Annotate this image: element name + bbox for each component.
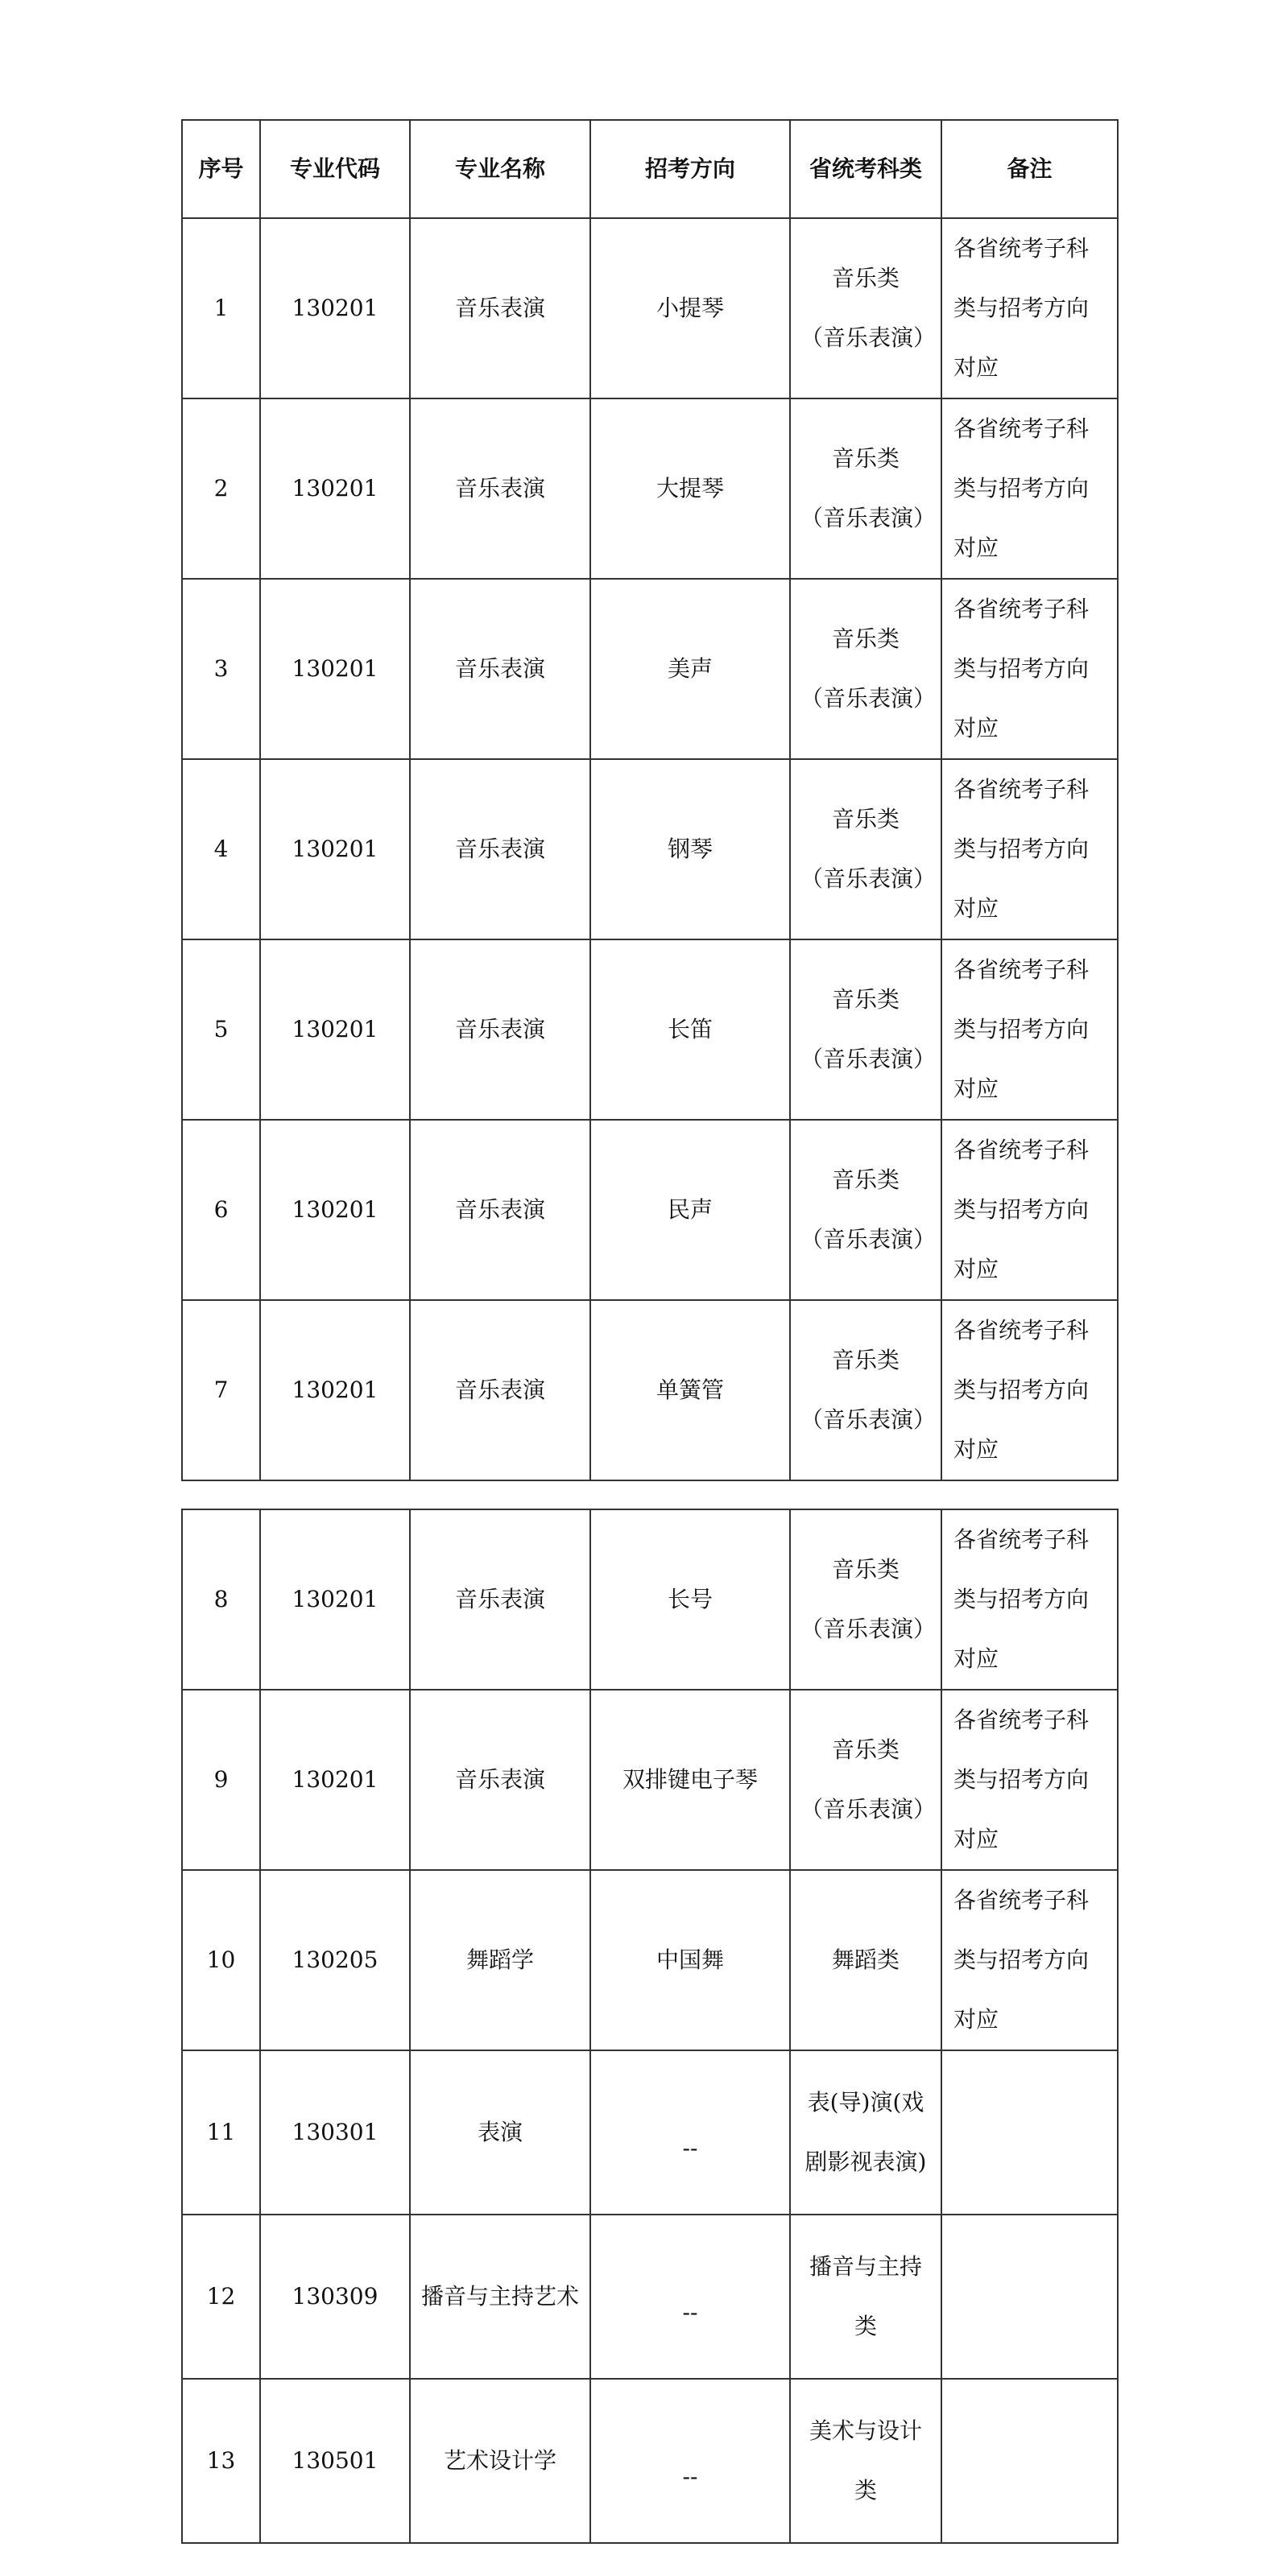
header-no: 序号 [182,120,260,218]
cell-remark: 各省统考子科类与招考方向对应 [941,1120,1118,1300]
category-line-1: 音乐类 [831,445,900,472]
cell-remark: 各省统考子科类与招考方向对应 [941,939,1118,1120]
cell-code: 130201 [260,218,410,398]
cell-remark: 各省统考子科类与招考方向对应 [941,759,1118,939]
cell-direction: 双排键电子琴 [590,1690,790,1870]
admission-table-part-1 [181,119,1119,1481]
table-row [182,579,1118,759]
table-row [182,398,1118,579]
table-row [182,1300,1118,1480]
cell-remark: 各省统考子科类与招考方向对应 [941,1870,1118,2050]
cell-no: 13 [182,2379,260,2543]
cell-no: 7 [182,1300,260,1480]
cell-remark: 各省统考子科类与招考方向对应 [941,1509,1118,1690]
cell-name: 音乐表演 [410,1509,590,1690]
table-row [182,759,1118,939]
cell-no: 5 [182,939,260,1120]
table-row [182,2050,1118,2215]
table-row [182,1870,1118,2050]
cell-category: 美术与设计类 [790,2379,941,2543]
cell-direction: 长笛 [590,939,790,1120]
header-name: 专业名称 [410,120,590,218]
cell-code: 130201 [260,759,410,939]
cell-category [790,759,941,939]
cell-code: 130205 [260,1870,410,2050]
cell-remark: 各省统考子科类与招考方向对应 [941,398,1118,579]
cell-name: 音乐表演 [410,579,590,759]
cell-category [790,1120,941,1300]
cell-code: 130309 [260,2215,410,2379]
cell-no: 9 [182,1690,260,1870]
category-line-2: （音乐表演） [800,324,937,351]
header-direction: 招考方向 [590,120,790,218]
cell-category [790,939,941,1120]
cell-direction: 美声 [590,579,790,759]
cell-remark [941,2050,1118,2215]
cell-code: 130201 [260,398,410,579]
cell-code: 130201 [260,1120,410,1300]
cell-no: 8 [182,1509,260,1690]
cell-direction: 中国舞 [590,1870,790,2050]
cell-direction: -- [590,2215,790,2379]
table-row [182,1690,1118,1870]
cell-name: 音乐表演 [410,759,590,939]
cell-name: 音乐表演 [410,1690,590,1870]
cell-direction: 大提琴 [590,398,790,579]
category-line-2: （音乐表演） [800,1796,937,1823]
admission-table-part-2 [181,1509,1119,2544]
cell-code: 130201 [260,1300,410,1480]
cell-name: 表演 [410,2050,590,2215]
cell-direction: 钢琴 [590,759,790,939]
cell-no: 12 [182,2215,260,2379]
header-remark: 备注 [941,120,1118,218]
cell-category: 舞蹈类 [790,1870,941,2050]
category-line-2: （音乐表演） [800,505,937,531]
cell-name: 舞蹈学 [410,1870,590,2050]
cell-direction: 单簧管 [590,1300,790,1480]
category-line-1: 音乐类 [831,265,900,291]
category-line-1: 音乐类 [831,625,900,652]
cell-remark [941,2379,1118,2543]
cell-category [790,579,941,759]
cell-code: 130201 [260,939,410,1120]
cell-name: 音乐表演 [410,1120,590,1300]
cell-no: 3 [182,579,260,759]
cell-name: 音乐表演 [410,939,590,1120]
category-line-1: 音乐类 [831,1166,900,1193]
cell-category [790,1690,941,1870]
category-line-1: 音乐类 [831,1556,900,1583]
table-row [182,939,1118,1120]
cell-no: 11 [182,2050,260,2215]
cell-remark: 各省统考子科类与招考方向对应 [941,218,1118,398]
cell-name: 播音与主持艺术 [410,2215,590,2379]
cell-direction: -- [590,2379,790,2543]
category-line-2: （音乐表演） [800,1406,937,1433]
category-line-1: 音乐类 [831,1736,900,1763]
category-line-2: （音乐表演） [800,865,937,892]
cell-code: 130301 [260,2050,410,2215]
cell-remark: 各省统考子科类与招考方向对应 [941,579,1118,759]
cell-remark: 各省统考子科类与招考方向对应 [941,1300,1118,1480]
cell-remark: 各省统考子科类与招考方向对应 [941,1690,1118,1870]
cell-no: 1 [182,218,260,398]
cell-code: 130201 [260,1509,410,1690]
cell-name: 音乐表演 [410,1300,590,1480]
cell-no: 4 [182,759,260,939]
table-row [182,2379,1118,2543]
table-row [182,2215,1118,2379]
cell-code: 130501 [260,2379,410,2543]
cell-category [790,1509,941,1690]
header-category: 省统考科类 [790,120,941,218]
cell-no: 2 [182,398,260,579]
cell-category: 表(导)演(戏剧影视表演) [790,2050,941,2215]
cell-category: 播音与主持类 [790,2215,941,2379]
category-line-1: 音乐类 [831,1347,900,1373]
cell-direction: 民声 [590,1120,790,1300]
header-code: 专业代码 [260,120,410,218]
table-row [182,1120,1118,1300]
cell-no: 10 [182,1870,260,2050]
category-line-2: （音乐表演） [800,1046,937,1072]
cell-name: 音乐表演 [410,398,590,579]
category-line-1: 音乐类 [831,806,900,832]
cell-code: 130201 [260,579,410,759]
category-line-2: （音乐表演） [800,1226,937,1253]
category-line-1: 音乐类 [831,986,900,1013]
table-row [182,1509,1118,1690]
category-line-2: （音乐表演） [800,1616,937,1642]
cell-direction: -- [590,2050,790,2215]
cell-no: 6 [182,1120,260,1300]
category-line-2: （音乐表演） [800,685,937,712]
cell-direction: 小提琴 [590,218,790,398]
cell-category [790,218,941,398]
cell-direction: 长号 [590,1509,790,1690]
table-row [182,218,1118,398]
cell-remark [941,2215,1118,2379]
cell-category [790,398,941,579]
cell-category [790,1300,941,1480]
cell-name: 艺术设计学 [410,2379,590,2543]
table-header-row [182,120,1118,218]
cell-code: 130201 [260,1690,410,1870]
cell-name: 音乐表演 [410,218,590,398]
